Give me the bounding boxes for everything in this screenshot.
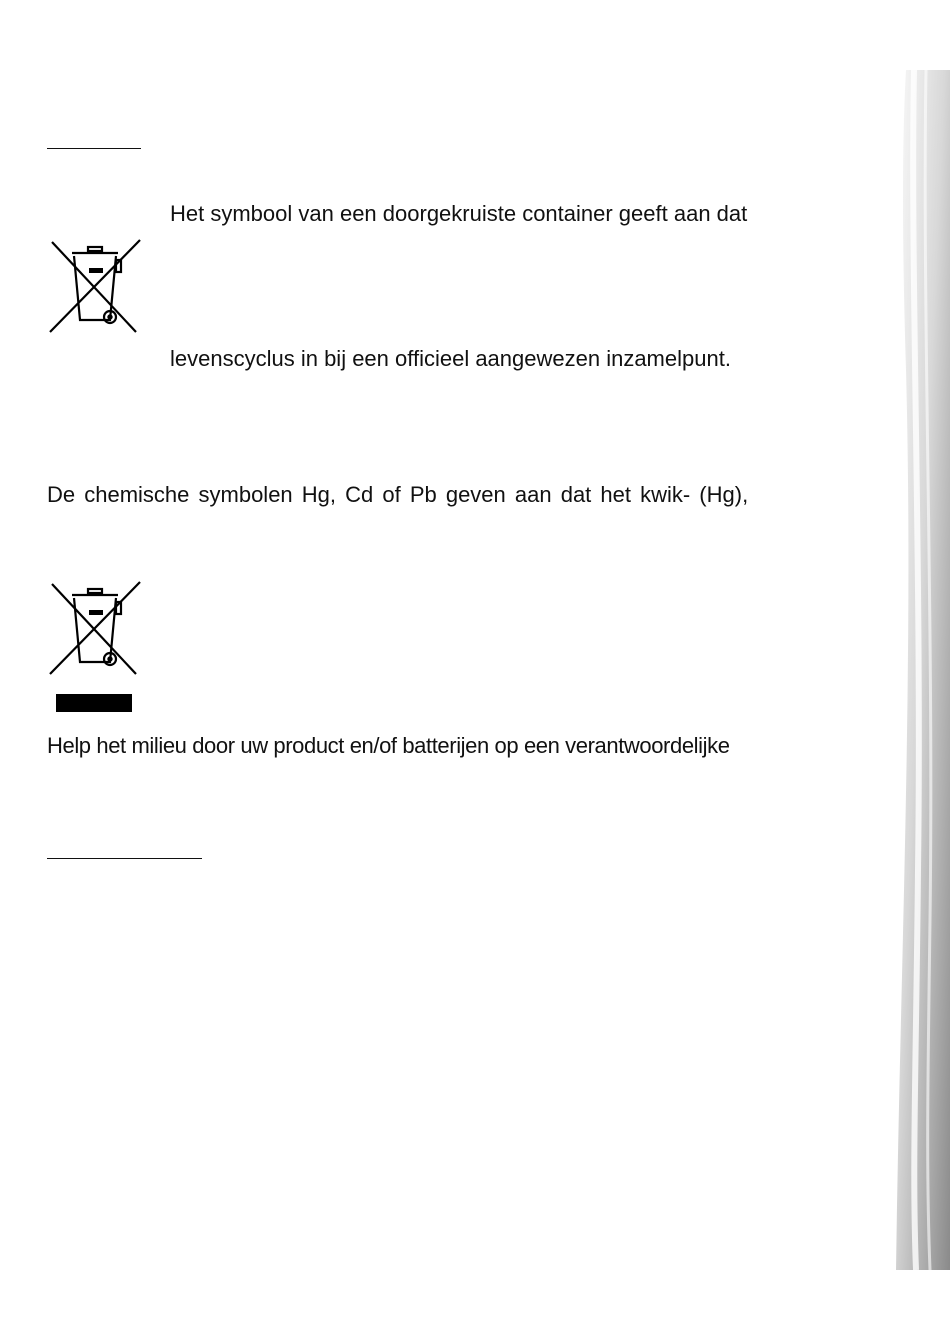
section1-text-line1: Het symbool van een doorgekruiste container geeft aan dat	[170, 201, 748, 226]
separate-collection-bar	[56, 694, 132, 712]
page-edge-decoration	[892, 70, 950, 1270]
section2-text-line1: De chemische symbolen Hg, Cd of Pb geven aan dat het kwik- (Hg),	[47, 482, 749, 507]
section1-text-line2: levenscyclus in bij een officieel aangewezen inzamelpunt.	[170, 346, 731, 371]
section2-text-line2: Help het milieu door uw product en/of batterijen op een verantwoordelijke	[47, 733, 730, 758]
section-divider-bottom	[47, 858, 202, 859]
crossed-out-wheelie-bin-icon	[46, 238, 144, 336]
crossed-out-wheelie-bin-with-bar-icon	[46, 580, 144, 678]
section-divider-top	[47, 148, 141, 149]
